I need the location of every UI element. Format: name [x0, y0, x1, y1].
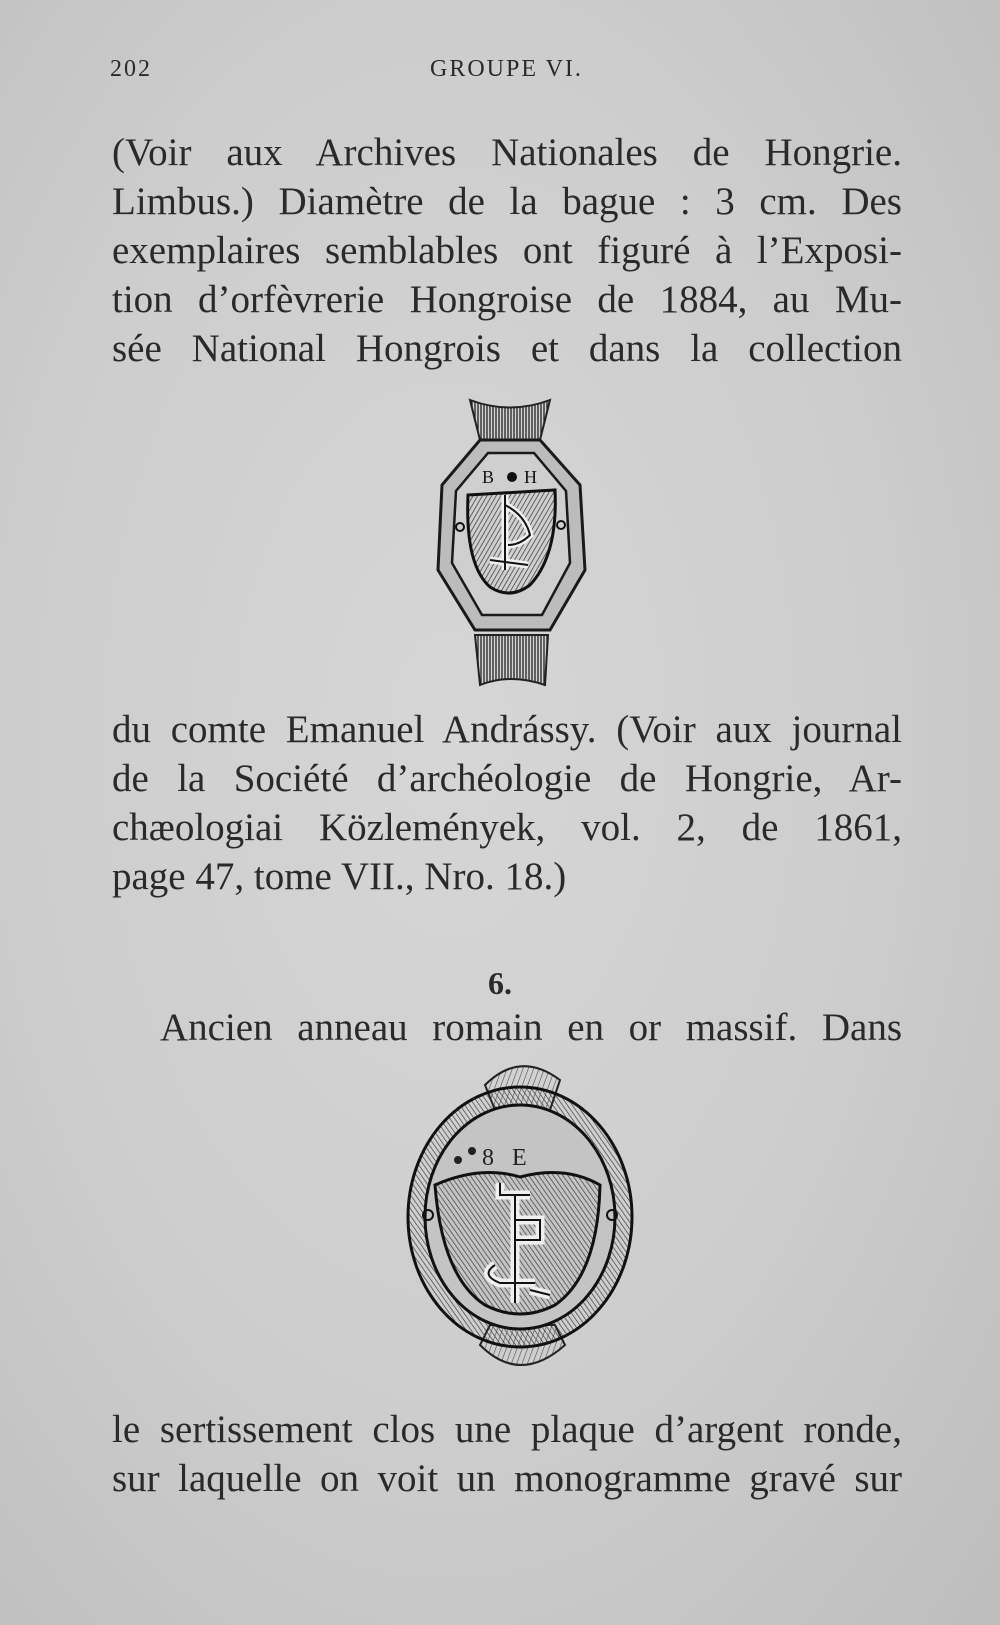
text-line: chæologiai Közlemények, vol. 2, de 1861, — [112, 806, 902, 849]
text-line: tion d’orfèvrerie Hongroise de 1884, au Mu- — [112, 278, 902, 321]
text-line: (Voir aux Archives Nationales de Hongrie. — [112, 131, 902, 174]
signet-ring-illustration — [420, 395, 600, 695]
paragraph-sertissement — [112, 1405, 902, 1503]
section-intro-line: Ancien anneau romain en or massif. Dans — [160, 1006, 902, 1049]
text-line: le sertissement clos une plaque d’argent ronde, — [112, 1408, 902, 1451]
roman-ring-illustration — [400, 1055, 640, 1380]
text-line: Limbus.) Diamètre de la bague : 3 cm. Des — [112, 180, 902, 223]
page-number: 202 — [110, 56, 152, 82]
text-line: page 47, tome VII., Nro. 18.) — [112, 855, 567, 898]
page-header — [110, 56, 890, 96]
svg-text:B: B — [482, 467, 495, 487]
svg-text:E: E — [512, 1145, 527, 1171]
text-line: de la Société d’archéologie de Hongrie, Ar- — [112, 757, 902, 800]
text-line: exemplaires semblables ont figuré à l’Exposi- — [112, 229, 902, 272]
text-line: du comte Emanuel Andrássy. (Voir aux journal — [112, 708, 902, 751]
running-head: GROUPE VI. — [430, 56, 583, 82]
text-line: sée National Hongrois et dans la collection — [112, 327, 902, 370]
svg-text:8: 8 — [482, 1145, 494, 1171]
section-number: 6. — [488, 965, 512, 1001]
text-line: sur laquelle on voit un monogramme gravé sur — [112, 1457, 902, 1500]
paragraph-archives — [112, 128, 902, 373]
paragraph-andrassy — [112, 705, 902, 901]
svg-text:H: H — [524, 467, 537, 487]
